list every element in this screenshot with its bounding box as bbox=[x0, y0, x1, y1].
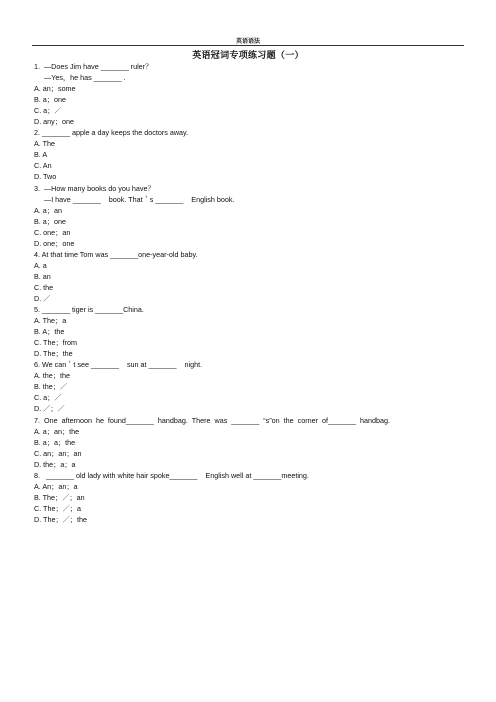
exercise-line: D. any；one bbox=[34, 117, 74, 127]
exercise-line: D. Two bbox=[34, 172, 57, 182]
exercise-line: D. one；one bbox=[34, 238, 75, 248]
exercise-line: B. a；one bbox=[34, 216, 66, 226]
exercise-line: C. an；an；an bbox=[34, 448, 82, 458]
exercise-line: A. the；the bbox=[34, 371, 70, 381]
exercise-line: B. a；one bbox=[34, 95, 66, 105]
exercise-line: A. a；an bbox=[34, 205, 62, 215]
exercise-line: A. The bbox=[34, 139, 56, 149]
exercise-line: —Yes，he has _______ . bbox=[44, 73, 126, 83]
exercise-line: C. the bbox=[34, 282, 54, 292]
exercise-line: C. An bbox=[34, 161, 52, 171]
exercise-line: D. ／；／ bbox=[34, 404, 65, 414]
exercise-line: C. The；／；a bbox=[34, 503, 81, 513]
exercise-line: B. a；a；the bbox=[34, 437, 76, 447]
document-title: 英语冠词专项练习题（一） bbox=[192, 50, 304, 60]
exercise-line: C. The；from bbox=[34, 338, 78, 348]
exercise-line: 7. One afternoon he found_______ handbag. There was _______ “s”on the corner of_______ handbag. bbox=[34, 415, 390, 425]
exercise-line: 5. _______ tiger is _______China. bbox=[34, 305, 144, 315]
exercise-line: C. one；an bbox=[34, 227, 71, 237]
exercise-line: C. a；／ bbox=[34, 106, 62, 116]
exercise-line: 3. —How many books do you have？ bbox=[34, 183, 155, 193]
exercise-line: D. the；a；a bbox=[34, 459, 76, 469]
exercise-line: 6. We can＇t see _______ sun at _______ night. bbox=[34, 360, 203, 370]
exercise-line: A. an；some bbox=[34, 84, 76, 94]
exercise-line: 8. _______ old lady with white hair spoke_______ English well at _______meeting. bbox=[34, 470, 309, 480]
exercise-line: B. A；the bbox=[34, 327, 65, 337]
exercise-line: —I have _______ book. That＇s _______ English book. bbox=[44, 194, 235, 204]
exercise-line: C. a；／ bbox=[34, 393, 62, 403]
exercise-line: B. an bbox=[34, 271, 51, 281]
exercise-line: A. An；an；a bbox=[34, 481, 78, 491]
running-header: 英语语法 bbox=[235, 39, 260, 45]
header-divider bbox=[32, 45, 464, 46]
exercise-list bbox=[34, 61, 462, 525]
exercise-line: 1. —Does Jim have _______ ruler？ bbox=[34, 62, 153, 71]
exercise-line: 4. At that time Tom was _______one-year-old baby. bbox=[34, 249, 198, 259]
exercise-line: A. a bbox=[34, 260, 47, 270]
exercise-line: B. A bbox=[34, 150, 48, 160]
exercise-line: D. The；the bbox=[34, 349, 73, 359]
exercise-line: 2. _______ apple a day keeps the doctors away. bbox=[34, 128, 189, 138]
exercise-line: B. the；／ bbox=[34, 382, 68, 392]
exercise-line: D. ／ bbox=[34, 293, 51, 303]
exercise-line: D. The；／；the bbox=[34, 514, 87, 524]
exercise-line: B. The；／；an bbox=[34, 492, 85, 502]
exercise-line: A. a；an；the bbox=[34, 426, 80, 436]
exercise-line: A. The；a bbox=[34, 316, 67, 326]
